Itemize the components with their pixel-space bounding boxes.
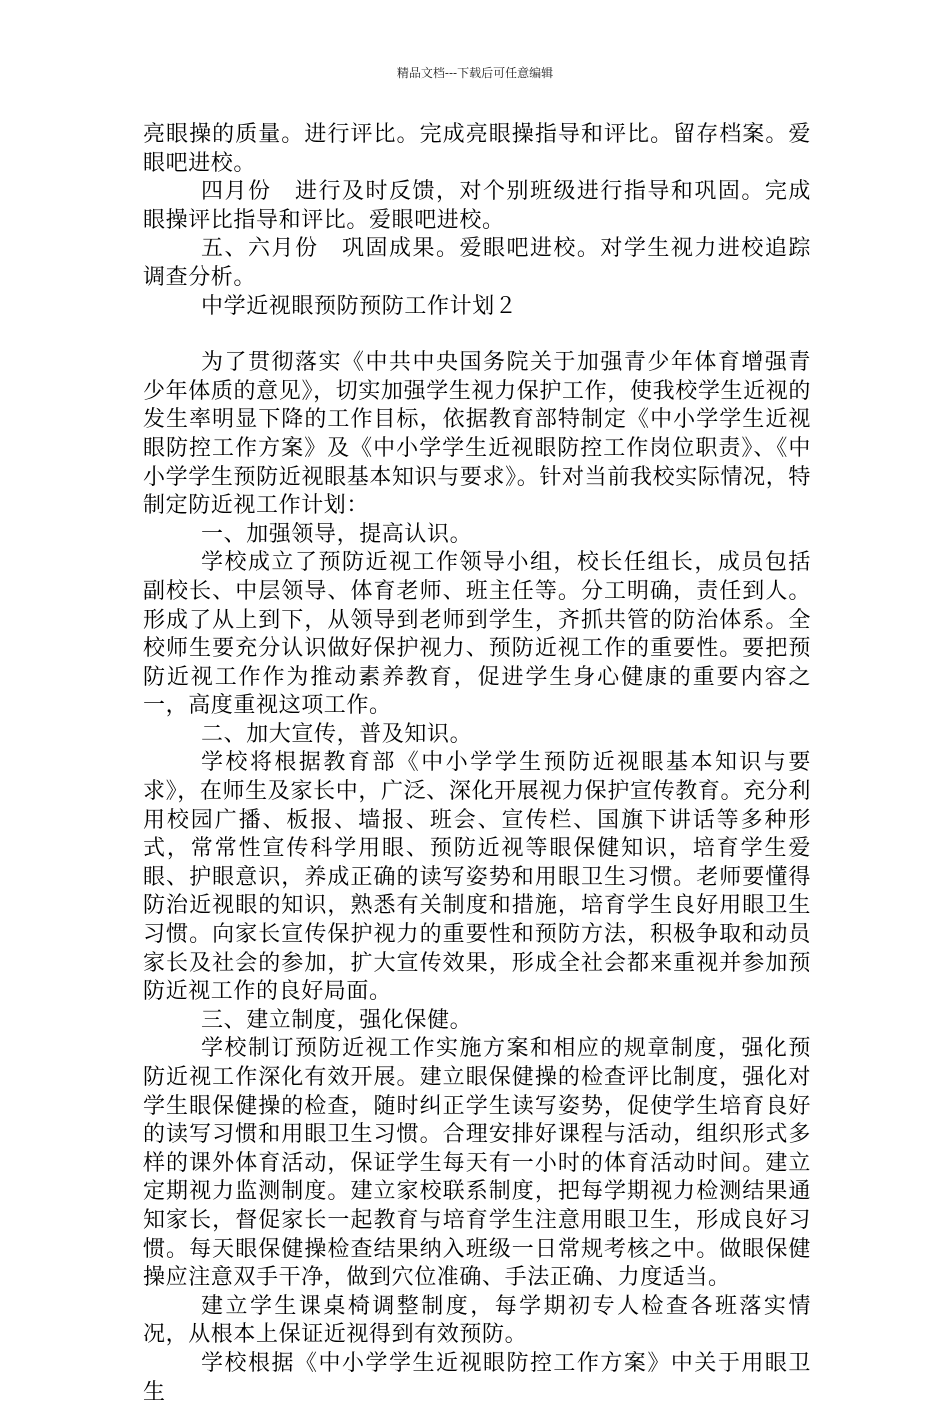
section-heading-3: 三、建立制度，强化保健。 xyxy=(201,1007,473,1033)
paragraph-continuation: 亮眼操的质量。进行评比。完成亮眼操指导和评比。留存档案。爱眼吧进校。 xyxy=(143,122,811,176)
paragraph-may-june: 五、六月份 巩固成果。爱眼吧进校。对学生视力进校追踪调查分析。 xyxy=(143,236,811,290)
document-body xyxy=(143,121,811,1407)
paragraph-desk-chair: 建立学生课桌椅调整制度，每学期初专人检查各班落实情况，从根本上保证近视得到有效预防。 xyxy=(143,1293,811,1348)
section-heading-1: 一、加强领导，提高认识。 xyxy=(201,521,473,547)
section-heading-2: 二、加大宣传，普及知识。 xyxy=(201,721,473,747)
page-header: 精品文档---下载后可任意编辑 xyxy=(396,66,554,80)
paragraph-section-2: 学校将根据教育部《中小学学生预防近视眼基本知识与要求》，在师生及家长中，广泛、深化开展视力保护宣传教育。充分利用校园广播、板报、墙报、班会、宣传栏、国旗下讲话等多种形式，常常性宣传科学用眼、预防近视等眼保健知识，培育学生爱眼、护眼意识，养成正确的读写姿势和用眼卫生习惯。老师要懂得防治近视眼的知识，熟悉有关制度和措施，培育学生良好用眼卫生习惯。向家长宣传保护视力的重要性和预防方法，积极争取和动员家长及社会的参加，扩大宣传效果，形成全社会都来重视并参加预防近视工作的良好局面。 xyxy=(143,750,811,1005)
paragraph-intro: 为了贯彻落实《中共中央国务院关于加强青少年体育增强青少年体质的意见》，切实加强学生视力保护工作，使我校学生近视的发生率明显下降的工作目标，依据教育部特制定《中小学学生近视眼防控工作方案》及《中小学学生近视眼防控工作岗位职责》、《中小学学生预防近视眼基本知识与要求》。针对当前我校实际情况，特制定防近视工作计划： xyxy=(143,350,811,519)
document-subtitle: 中学近视眼预防预防工作计划２ xyxy=(201,293,518,319)
paragraph-section-3: 学校制订预防近视工作实施方案和相应的规章制度，强化预防近视工作深化有效开展。建立眼保健操的检查评比制度，强化对学生眼保健操的检查，随时纠正学生读写姿势，促使学生培育良好的读写习惯和用眼卫生习惯。合理安排好课程与活动，组织形式多样的课外体育活动，保证学生每天有一小时的体育活动时间。建立定期视力监测制度。建立家校联系制度，把每学期视力检测结果通知家长，督促家长一起教育与培育学生注意用眼卫生，形成良好习惯。每天眼保健操检查结果纳入班级一日常规考核之中。做眼保健操应注意双手干净，做到穴位准确、手法正确、力度适当。 xyxy=(143,1036,811,1291)
paragraph-final: 学校根据《中小学学生近视眼防控工作方案》中关于用眼卫生 xyxy=(143,1350,811,1405)
paragraph-april: 四月份 进行及时反馈，对个别班级进行指导和巩固。完成眼操评比指导和评比。爱眼吧进校。 xyxy=(143,179,811,233)
blank-line xyxy=(143,321,811,349)
paragraph-section-1: 学校成立了预防近视工作领导小组，校长任组长，成员包括副校长、中层领导、体育老师、班主任等。分工明确，责任到人。形成了从上到下，从领导到老师到学生，齐抓共管的防治体系。全校师生要充分认识做好保护视力、预防近视工作的重要性。要把预防近视工作作为推动素养教育，促进学生身心健康的重要内容之一，高度重视这项工作。 xyxy=(143,550,811,719)
